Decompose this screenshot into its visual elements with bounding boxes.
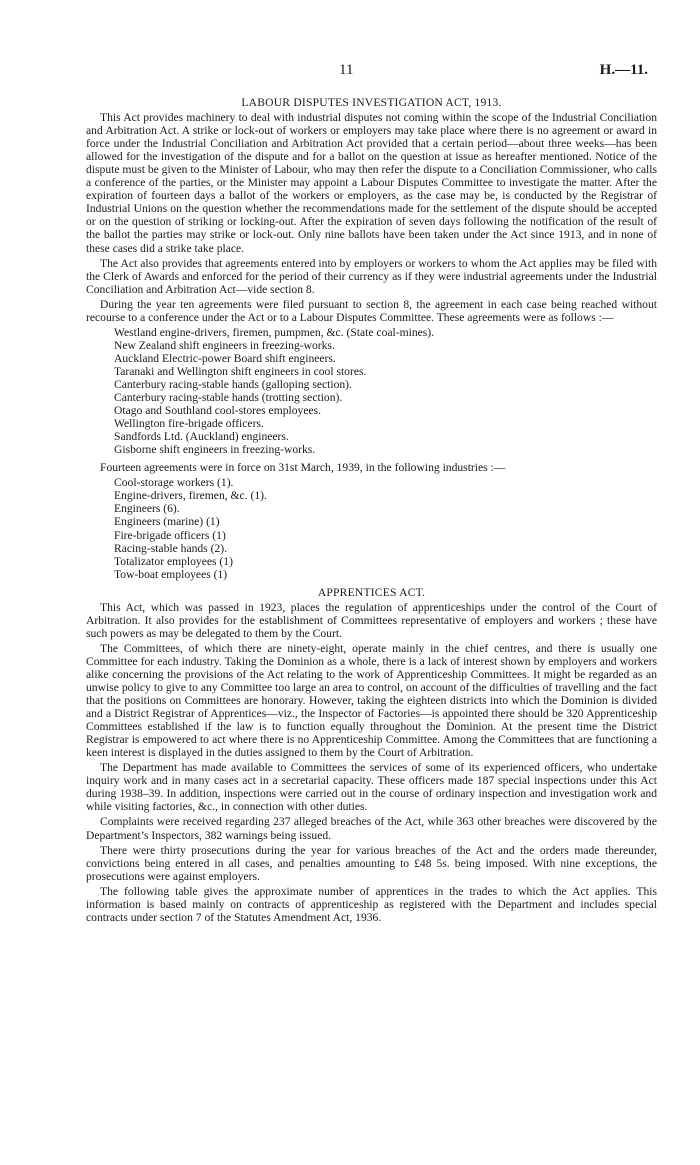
list-item: Wellington fire-brigade officers. xyxy=(114,417,264,431)
list-item: Westland engine-drivers, firemen, pumpmen, &c. (State coal-mines). xyxy=(114,325,435,339)
list-item: Engineers (6). xyxy=(114,502,180,516)
list-item: Engine-drivers, firemen, &c. (1). xyxy=(114,489,267,503)
list-item: Racing-stable hands (2). xyxy=(114,541,228,555)
paragraph: There were thirty prosecutions during the year for various breaches of the Act and the orders made thereunder, convictions being entered in all cases, and penalties amounting to £48 5s. being imposed. With nine exceptions, the prosecutions were against employers. xyxy=(86,843,657,883)
list-item: Gisborne shift engineers in freezing-works. xyxy=(114,443,316,457)
paragraph: Fourteen agreements were in force on 31st March, 1939, in the following industries :— xyxy=(100,461,506,475)
paragraph: This Act provides machinery to deal with industrial disputes not coming within the scope of the Industrial Conciliation and Arbitration Act. A strike or lock-out of workers or employers may take place where there is no agreement or award in force under the Industrial Conciliation and Arbitration Act provided that a certain period—about three weeks—has been allowed for the investigation of the dispute and for a ballot on the question at issue as hereafter mentioned. Notice of the dispute must be given to the Minister of Labour, who may then refer the dispute to a Conciliation Commissioner, who calls a conference of the parties, or the Minister may appoint a Labour Disputes Committee to investigate the matter. After the expiration of fourteen days a ballot of the workers or employers, as the case may be, is conducted by the Registrar of Industrial Unions on the question whether the recommendations made for the settlement of the dispute should be accepted or on the question of striking or locking-out. After the expiration of seven days following the notification of the result of the ballot the parties may strike or lock-out. Only nine ballots have been taken under the Act since 1913, and in none of these cases did a strike take place. xyxy=(86,111,657,255)
list-item: Sandfords Ltd. (Auckland) engineers. xyxy=(114,430,289,444)
paragraph: Complaints were received regarding 237 alleged breaches of the Act, while 363 other breaches were discovered by the Department’s Inspectors, 382 warnings being issued. xyxy=(86,815,657,842)
agreements-list xyxy=(86,326,657,456)
list-item: Canterbury racing-stable hands (galloping section). xyxy=(114,377,352,391)
paragraph: The Committees, of which there are ninety-eight, operate mainly in the chief centres, and there is usually one Committee for each industry. Taking the Dominion as a whole, there is a lack of interest shown by employers and workers alike concerning the provisions of the Act relating to the work of Apprenticeship Committees. It might be regarded as an unwise policy to give to any Committee too large an area to control, on account of the difficulties of travelling and the fact that the positions on Committees are honorary. However, taking the eighteen districts into which the Dominion is divided and a District Registrar of Apprentices—viz., the Inspector of Factories—is appointed there should be 320 Apprenticeship Committees established if the law is to function equally throughout the Dominion. At the present time the District Registrar is empowered to act where there is no Apprenticeship Committee. Among the Committees that are functioning a keen interest is displayed in the duties assigned to them by the Court of Arbitration. xyxy=(86,641,657,760)
paragraph: The following table gives the approximate number of apprentices in the trades to which the Act applies. This information is based mainly on contracts of apprenticeship as registered with the Department and includes special contracts under section 7 of the Statutes Amendment Act, 1936. xyxy=(86,884,657,924)
list-item: Canterbury racing-stable hands (trotting section). xyxy=(114,391,343,405)
list-item: Cool-storage workers (1). xyxy=(114,476,234,490)
list-item: Auckland Electric-power Board shift engineers. xyxy=(114,351,336,365)
list-item: Tow-boat employees (1) xyxy=(114,567,228,581)
list-item: New Zealand shift engineers in freezing-works. xyxy=(114,338,335,352)
section-title-apprentices: APPRENTICES ACT. xyxy=(317,585,426,599)
list-item: Totalizator employees (1) xyxy=(114,554,233,568)
paragraph: The Department has made available to Committees the services of some of its experienced officers, who undertake inquiry work and in many cases act in a secretarial capacity. These officers made 187 special inspections under this Act during 1938–39. In addition, inspections were carried out in the course of ordinary inspection and investigation work and while visiting factories, &c., in connection with other duties. xyxy=(86,761,657,814)
document-reference: H.—11. xyxy=(599,62,648,78)
list-item: Otago and Southland cool-stores employees. xyxy=(114,404,322,418)
paragraph: During the year ten agreements were filed pursuant to section 8, the agreement in each case being reached without recourse to a conference under the Act or to a Labour Disputes Committee. These agreements were as follows :— xyxy=(86,297,657,324)
industries-list xyxy=(86,476,657,580)
paragraph: This Act, which was passed in 1923, places the regulation of apprenticeships under the control of the Court of Arbitration. It also provides for the establishment of Committees representative of employers and workers ; these have such powers as may be delegated to them by the Court. xyxy=(86,600,657,640)
paragraph: The Act also provides that agreements entered into by employers or workers to whom the Act applies may be filed with the Clerk of Awards and enforced for the period of their currency as if they were industrial agreements under the Industrial Conciliation and Arbitration Act—vide section 8. xyxy=(86,256,657,296)
page-content xyxy=(86,96,657,926)
page-number: 11 xyxy=(339,62,354,78)
section-title-labour-disputes: LABOUR DISPUTES INVESTIGATION ACT, 1913. xyxy=(241,96,502,109)
list-item: Taranaki and Wellington shift engineers in cool stores. xyxy=(114,364,367,378)
list-item: Fire-brigade officers (1) xyxy=(114,528,226,542)
page-header xyxy=(0,62,700,82)
list-item: Engineers (marine) (1) xyxy=(114,515,220,529)
